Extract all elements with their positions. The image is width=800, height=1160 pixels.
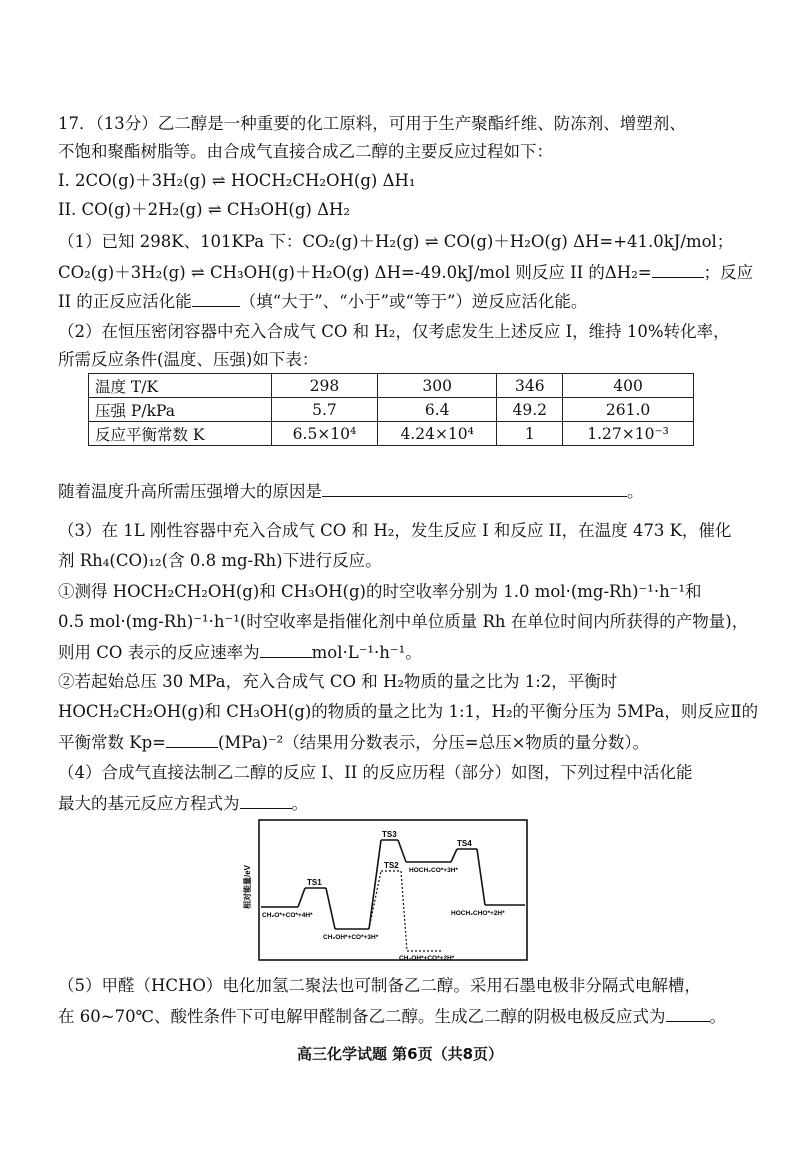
part2-line2: 所需反应条件(温度、压强)如下表： [58, 350, 319, 369]
label-ts2: TS2 [384, 861, 399, 870]
part1-line1: （1）已知 298K、101KPa 下：CO₂(g)＋H₂(g) ⇌ CO(g)＋H₂O(g) ΔH=+41.0kJ/mol； [58, 232, 734, 251]
table-cell: 346 [497, 374, 563, 398]
part3-q2-line3 [58, 731, 649, 754]
part5-line2 [58, 1005, 726, 1028]
table-cell: 压强 P/kPa [89, 398, 272, 422]
part5-line2-tail: 。 [709, 1007, 727, 1026]
conditions-table [88, 373, 694, 446]
reaction-i: I. 2CO(g)＋3H₂(g) ⇌ HOCH₂CH₂OH(g) ΔH₁ [58, 171, 416, 190]
part1-line3-tail: （填“大于”、“小于”或“等于”）逆反应活化能。 [239, 292, 588, 311]
answer-blank-kp[interactable] [166, 731, 218, 748]
label-s2: HOCH₂CO*+3H* [409, 867, 458, 874]
part4-line2-text: 最大的基元反应方程式为 [58, 794, 240, 813]
table-cell: 298 [272, 374, 378, 398]
part3-q1-line3 [58, 641, 422, 664]
label-s0: CH₂O*+CO*+4H* [262, 912, 313, 919]
table-cell: 5.7 [272, 398, 378, 422]
part1-line3-text: II 的正反应活化能 [58, 292, 192, 311]
table-cell: 6.5×10⁴ [272, 422, 378, 446]
label-ts4: TS4 [457, 839, 472, 848]
question-intro-line2: 不饱和聚酯树脂等。由合成气直接合成乙二醇的主要反应过程如下： [58, 142, 553, 161]
label-ts1: TS1 [307, 878, 322, 887]
question-intro-line1: 17．（13分）乙二醇是一种重要的化工原料，可用于生产聚酯纤维、防冻剂、增塑剂、 [58, 114, 686, 133]
answer-blank-co-rate[interactable] [260, 641, 312, 658]
connector [326, 888, 335, 929]
label-s4: CH₂OH*+CO*+2H* [399, 955, 455, 962]
answer-blank-cathode[interactable] [666, 1005, 710, 1022]
part3-q2-line1: ②若起始总压 30 MPa，充入合成气 CO 和 H₂物质的量之比为 1:2，平衡时 [58, 672, 618, 691]
table-cell: 1 [497, 422, 563, 446]
connector [298, 888, 305, 907]
part4-line1: （4）合成气直接法制乙二醇的反应 I、II 的反应历程（部分）如图，下列过程中活化能 [58, 763, 693, 782]
diagram-frame [259, 820, 527, 960]
answer-blank-dh2[interactable] [652, 261, 704, 278]
part3-line1: （3）在 1L 刚性容器中充入合成气 CO 和 H₂，发生反应 I 和反应 II，在温度 473 K，催化 [58, 521, 732, 540]
part2-after-text: 随着温度升高所需压强增大的原因是 [58, 482, 322, 501]
connector [451, 849, 457, 862]
table-row [89, 398, 694, 422]
part5-line2-text: 在 60~70℃、酸性条件下可电解甲醛制备乙二醇。生成乙二醇的阴极电极反应式为 [58, 1007, 666, 1026]
part3-line2: 剂 Rh₄(CO)₁₂(含 0.8 mg-Rh)下进行反应。 [58, 551, 382, 570]
part2-after-tail: 。 [627, 482, 644, 501]
diagram-ylabel: 相对能量/eV [243, 864, 252, 910]
connector [369, 840, 381, 929]
table-row [89, 422, 694, 446]
part3-q1-line3-text: 则用 CO 表示的反应速率为 [58, 643, 260, 662]
part1-line3 [58, 290, 587, 313]
part2-after-table [58, 480, 644, 503]
part3-q2-line3-tail: (MPa)⁻²（结果用分数表示，分压=总压×物质的量分数）。 [217, 733, 650, 752]
answer-blank-elementary-step[interactable] [240, 792, 292, 809]
label-s1: CH₂OH*+CO*+3H* [323, 934, 379, 941]
dashed-path [369, 871, 441, 951]
part1-line2 [58, 261, 753, 284]
part2-line1: （2）在恒压密闭容器中充入合成气 CO 和 H₂，仅考虑发生上述反应 I，维持 10%转化率， [58, 322, 730, 341]
table-row [89, 374, 694, 398]
label-ts3: TS3 [382, 830, 397, 839]
part3-q2-line3-text: 平衡常数 Kp= [58, 733, 166, 752]
part4-line2-tail: 。 [291, 794, 308, 813]
answer-blank-pressure-reason[interactable] [322, 480, 627, 497]
part4-line2 [58, 792, 308, 815]
energy-profile-diagram [241, 815, 531, 963]
reaction-ii: II. CO(g)＋2H₂(g) ⇌ CH₃OH(g) ΔH₂ [58, 200, 351, 219]
part5-line1: （5）甲醛（HCHO）电化加氢二聚法也可制备乙二醇。采用石墨电极非分隔式电解槽， [58, 976, 701, 995]
table-cell: 400 [563, 374, 694, 398]
table-cell: 温度 T/K [89, 374, 272, 398]
table-cell: 反应平衡常数 K [89, 422, 272, 446]
connector [477, 849, 485, 905]
table-cell: 49.2 [497, 398, 563, 422]
answer-blank-activation[interactable] [192, 290, 240, 307]
label-s3: HOCH₂CHO*+2H* [451, 910, 505, 917]
table-cell: 261.0 [563, 398, 694, 422]
table-cell: 6.4 [377, 398, 497, 422]
part1-line2-tail: ；反应 [703, 263, 754, 282]
part3-q2-line2: HOCH₂CH₂OH(g)和 CH₃OH(g)的物质的量之比为 1:1，H₂的平衡分压为 5MPa，则反应Ⅱ的 [58, 702, 759, 721]
part3-q1-line3-tail: mol·L⁻¹·h⁻¹。 [311, 643, 422, 662]
table-cell: 300 [377, 374, 497, 398]
part3-q1-line2: 0.5 mol·(mg-Rh)⁻¹·h⁻¹(时空收率是指催化剂中单位质量 Rh 在单位时间内所获得的产物量)， [58, 612, 749, 631]
table-cell: 1.27×10⁻³ [563, 422, 694, 446]
connector [401, 871, 407, 951]
page-footer: 高三化学试题 第6页（共8页） [296, 1045, 504, 1063]
part3-q1-line1: ①测得 HOCH₂CH₂OH(g)和 CH₃OH(g)的时空收率分别为 1.0 mol·(mg-Rh)⁻¹·h⁻¹和 [58, 582, 702, 601]
connector [398, 840, 406, 862]
table-cell: 4.24×10⁴ [377, 422, 497, 446]
part1-line2-text: CO₂(g)＋3H₂(g) ⇌ CH₃OH(g)＋H₂O(g) ΔH=-49.0kJ/mol 则反应 II 的ΔH₂= [58, 263, 652, 282]
